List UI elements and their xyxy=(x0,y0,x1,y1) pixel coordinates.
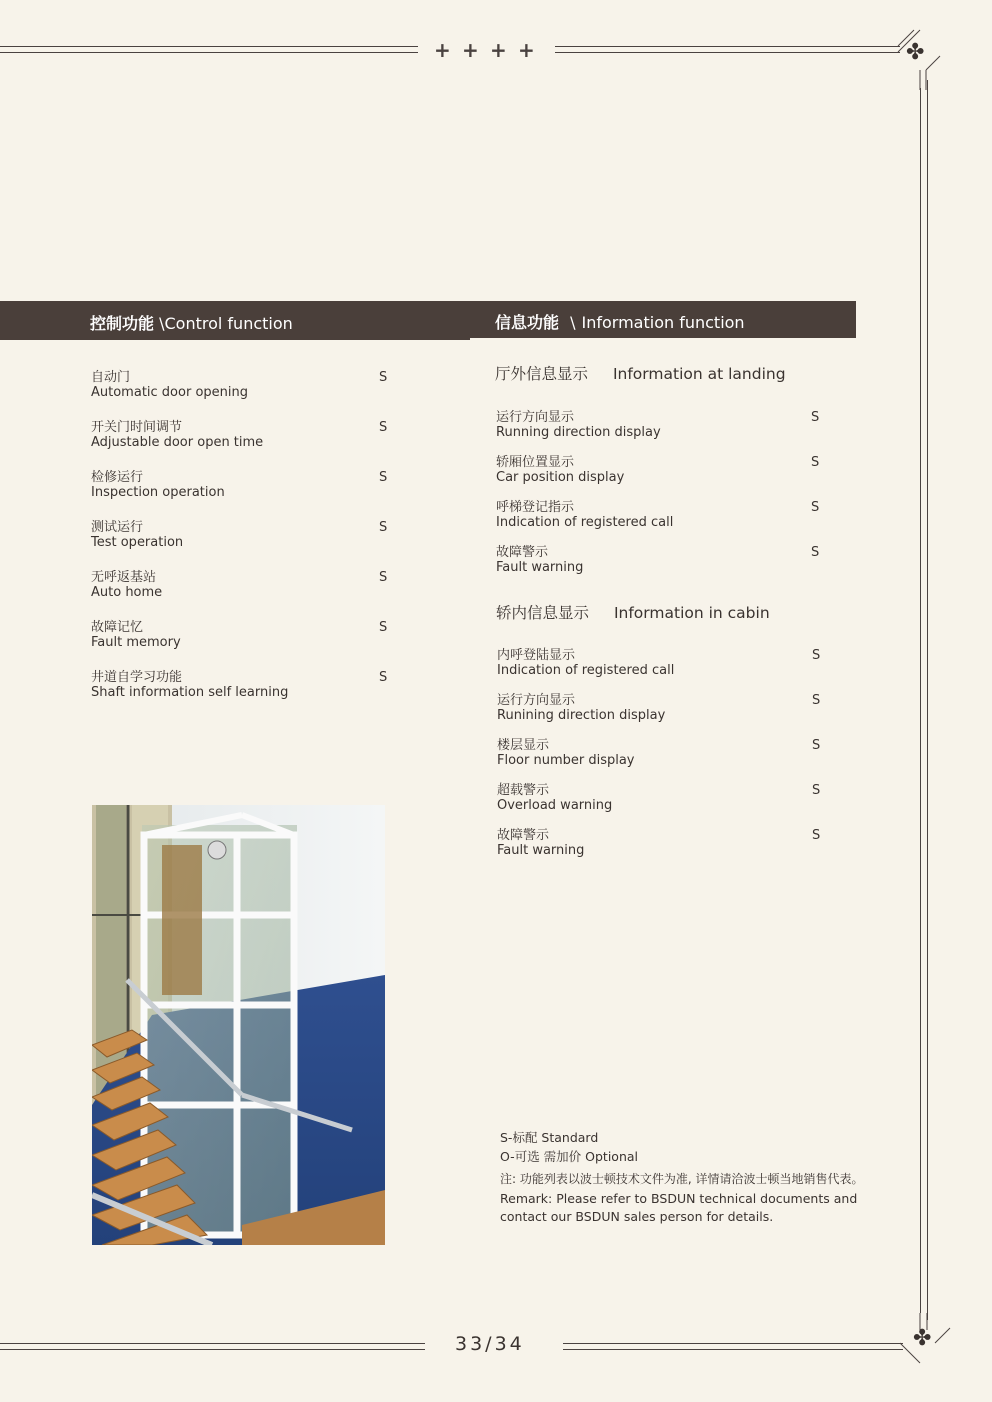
control-item-en: Fault memory xyxy=(91,635,181,650)
control-item-test xyxy=(91,520,391,550)
control-item-en: Auto home xyxy=(91,585,163,600)
landing-item-car-position xyxy=(496,455,826,485)
top-cross-3: + xyxy=(490,38,507,62)
page-number: 33/34 xyxy=(455,1333,525,1355)
information-title-cn: 信息功能 xyxy=(495,313,560,332)
standard-mark: S xyxy=(812,693,821,708)
landing-subheading xyxy=(495,362,786,384)
control-item-door-time xyxy=(91,420,391,450)
standard-mark: S xyxy=(379,620,388,635)
bottom-border-line-left xyxy=(0,1343,425,1344)
landing-item-registered-call xyxy=(496,500,826,530)
bottom-border-line-left-2 xyxy=(0,1349,425,1350)
control-item-en: Test operation xyxy=(91,535,184,550)
control-item-cn: 开关门时间调节 xyxy=(91,420,183,435)
control-item-en: Automatic door opening xyxy=(91,385,248,400)
information-function-header xyxy=(470,301,856,338)
bottom-border-line-right xyxy=(563,1343,903,1344)
top-cross-2: + xyxy=(462,38,479,62)
bottom-border-line-right-2 xyxy=(563,1349,903,1350)
top-border-line-right xyxy=(555,46,900,47)
information-title-en: Information function xyxy=(581,313,745,332)
landing-item-en: Indication of registered call xyxy=(496,515,674,530)
legend-note-cn: 注: 功能列表以波士顿技术文件为准, 详情请洽波士顿当地销售代表。 xyxy=(500,1172,864,1186)
landing-item-cn: 故障警示 xyxy=(496,545,549,560)
landing-item-cn: 运行方向显示 xyxy=(496,410,575,425)
control-item-cn: 自动门 xyxy=(91,370,131,385)
standard-mark: S xyxy=(811,545,820,560)
landing-title-cn: 厅外信息显示 xyxy=(495,365,589,383)
home-lift-photo xyxy=(92,805,385,1245)
cabin-item-overload xyxy=(497,783,827,813)
landing-item-cn: 轿厢位置显示 xyxy=(496,455,575,470)
cabin-item-floor-number xyxy=(497,738,827,768)
control-item-cn: 无呼返基站 xyxy=(91,570,157,585)
top-border-line-left-2 xyxy=(0,52,418,53)
control-item-shaft-learning xyxy=(91,670,391,700)
legend-remark-en: Remark: Please refer to BSDUN technical documents and contact our BSDUN sales person for details. xyxy=(500,1191,858,1224)
cabin-item-cn: 内呼登陆显示 xyxy=(497,648,576,663)
standard-mark: S xyxy=(379,520,388,535)
cabin-item-cn: 运行方向显示 xyxy=(497,693,576,708)
standard-mark: S xyxy=(379,570,388,585)
control-item-en: Shaft information self learning xyxy=(91,685,289,700)
standard-mark: S xyxy=(379,670,388,685)
cabin-item-en: Overload warning xyxy=(497,798,613,813)
cabin-item-cn: 超载警示 xyxy=(497,783,550,798)
landing-title-en: Information at landing xyxy=(612,365,786,383)
cabin-item-en: Indication of registered call xyxy=(497,663,675,678)
landing-item-cn: 呼梯登记指示 xyxy=(496,500,575,515)
information-title-separator: \ xyxy=(570,313,576,332)
cabin-item-cn: 楼层显示 xyxy=(497,738,550,753)
landing-item-en: Car position display xyxy=(496,470,625,485)
top-cross-4: + xyxy=(518,38,535,62)
cabin-item-en: Floor number display xyxy=(497,753,635,768)
standard-mark: S xyxy=(812,783,821,798)
top-border-line-left xyxy=(0,46,418,47)
standard-mark: S xyxy=(812,738,821,753)
cabin-item-en: Runining direction display xyxy=(497,708,666,723)
cabin-subheading xyxy=(496,601,770,623)
standard-mark: S xyxy=(812,648,821,663)
landing-item-en: Fault warning xyxy=(496,560,584,575)
standard-mark: S xyxy=(379,470,388,485)
right-border-line-2 xyxy=(927,80,928,1320)
top-cross-1: + xyxy=(434,38,451,62)
cabin-item-en: Fault warning xyxy=(497,843,585,858)
cabin-item-cn: 故障警示 xyxy=(497,828,550,843)
control-function-header xyxy=(0,301,470,340)
right-border-line xyxy=(920,88,921,1313)
control-item-auto-door xyxy=(91,370,391,400)
control-item-auto-home xyxy=(91,570,391,600)
standard-mark: S xyxy=(811,410,820,425)
control-item-cn: 检修运行 xyxy=(91,470,144,485)
cabin-item-registered-call xyxy=(497,648,827,678)
standard-mark: S xyxy=(812,828,821,843)
cabin-item-fault-warning xyxy=(497,828,827,858)
landing-item-direction xyxy=(496,410,826,440)
control-item-en: Adjustable door open time xyxy=(91,435,264,450)
top-right-clover-icon: ✤ xyxy=(906,40,925,65)
standard-mark: S xyxy=(811,500,820,515)
standard-mark: S xyxy=(379,420,388,435)
landing-item-en: Running direction display xyxy=(496,425,661,440)
control-item-en: Inspection operation xyxy=(91,485,225,500)
control-item-inspection xyxy=(91,470,391,500)
control-item-fault-memory xyxy=(91,620,391,650)
cabin-item-direction xyxy=(497,693,827,723)
legend-optional: O-可选 需加价 Optional xyxy=(500,1149,638,1164)
control-item-cn: 故障记忆 xyxy=(91,620,144,635)
control-title-cn: 控制功能 xyxy=(90,314,155,333)
top-border-line-right-2 xyxy=(555,52,900,53)
cabin-title-cn: 轿内信息显示 xyxy=(496,604,590,622)
cabin-title-en: Information in cabin xyxy=(613,604,770,622)
control-item-cn: 测试运行 xyxy=(91,520,144,535)
home-lift-illustration xyxy=(92,805,385,1245)
landing-item-fault-warning xyxy=(496,545,826,575)
legend-block xyxy=(500,1128,880,1226)
control-title-separator: \ xyxy=(159,314,165,333)
control-item-cn: 井道自学习功能 xyxy=(91,670,183,685)
legend-standard: S-标配 Standard xyxy=(500,1130,599,1145)
standard-mark: S xyxy=(379,370,388,385)
control-title-en: Control function xyxy=(164,314,293,333)
bottom-right-clover-icon: ✤ xyxy=(913,1326,932,1351)
standard-mark: S xyxy=(811,455,820,470)
